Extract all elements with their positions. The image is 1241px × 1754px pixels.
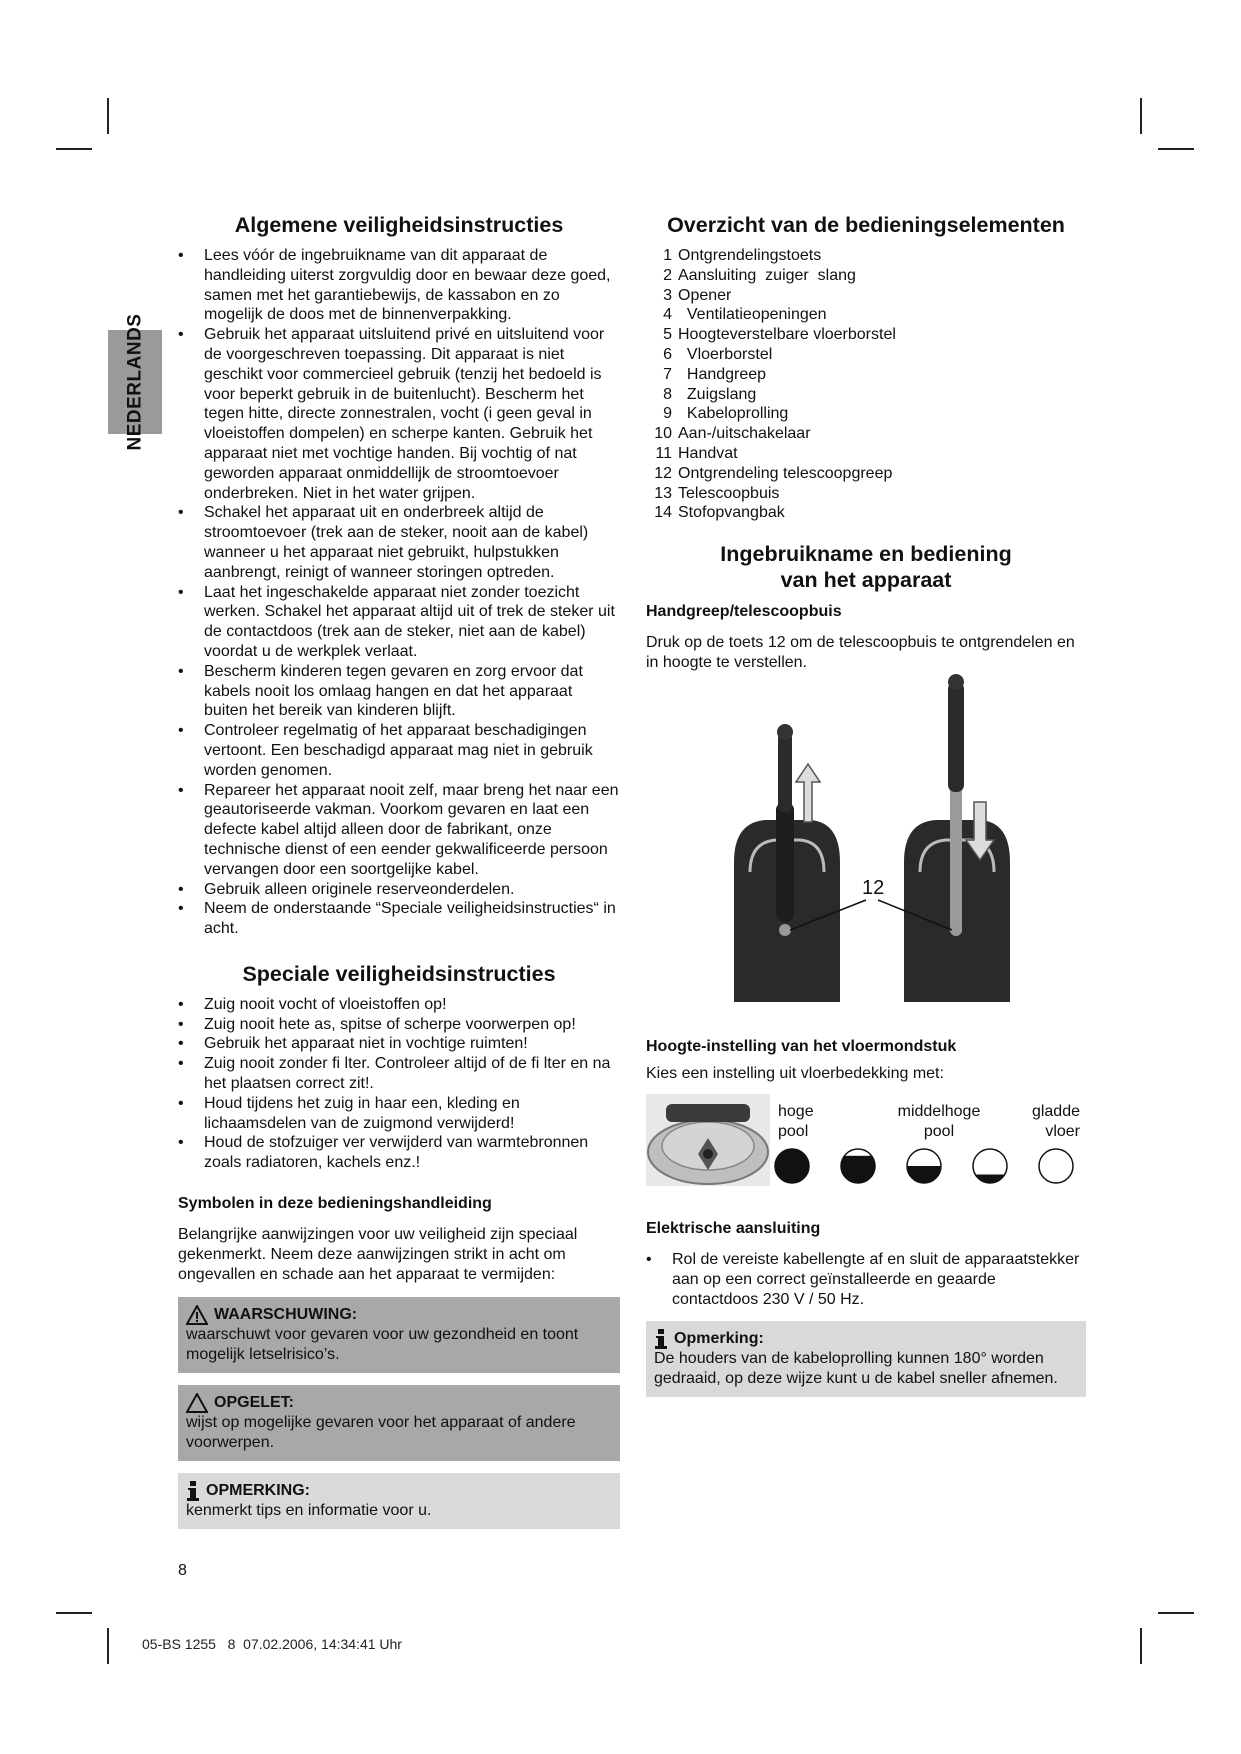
- print-meta: 05-BS 1255 8 07.02.2006, 14:34:41 Uhr: [142, 1636, 402, 1652]
- list-item: • Controleer regelmatig of het apparaat beschadigingen vertoont. Een beschadigd apparaat mag niet in gebruik worden genomen.: [178, 721, 620, 780]
- special-safety-heading: Speciale veiligheidsinstructies: [242, 961, 556, 986]
- caution-triangle-icon: [186, 1393, 208, 1413]
- list-item: • Schakel het apparaat uit en onderbreek altijd de stroomtoevoer (trek aan de steker, nooit aan de kabel) wanneer u het apparaat niet gebruikt, hulpstukken aanbrengt, reinigt of wanneer storingen optreden.: [178, 503, 620, 582]
- general-safety-list: [178, 246, 620, 939]
- usage-heading-line2: van het apparaat: [780, 568, 952, 593]
- list-item: 5 Hoogteverstelbare vloerborstel: [663, 326, 896, 344]
- note-box: [178, 1473, 620, 1529]
- level-fill-3: [907, 1166, 941, 1183]
- floor-nozzle-image: [646, 1094, 770, 1186]
- crop-mark: [56, 1612, 92, 1614]
- crop-mark: [1158, 1612, 1194, 1614]
- right-column: [646, 212, 1086, 673]
- handle-text: Druk op de toets 12 om de telescoopbuis te ontgrendelen en in hoogte te verstellen.: [646, 634, 1075, 672]
- page-number: 8: [178, 1562, 187, 1579]
- symbols-intro: Belangrijke aanwijzingen voor uw veiligheid zijn speciaal gekenmerkt. Neem deze aanwijzingen strikt in acht om ongevallen en schade aan het apparaat te vermijden:: [178, 1226, 578, 1284]
- list-item: • Gebruik alleen originele reserveonderdelen.: [178, 880, 620, 900]
- list-item: • Zuig nooit vocht of vloeistoffen op!: [178, 995, 620, 1015]
- crop-mark: [107, 1628, 109, 1664]
- special-safety-list: [178, 995, 620, 1173]
- warning-triangle-icon: [186, 1305, 208, 1325]
- list-item: 14 Stofopvangbak: [654, 504, 785, 522]
- level-circle-5: [1039, 1149, 1073, 1183]
- electric-heading: Elektrische aansluiting: [646, 1220, 821, 1237]
- list-item: 2 Aansluiting zuiger slang: [663, 266, 856, 284]
- caution-title: OPGELET:: [214, 1394, 295, 1412]
- list-item: 4 Ventilatieopeningen: [663, 306, 827, 324]
- list-item: • Houd de stofzuiger ver verwijderd van warmtebronnen zoals radiatoren, kachels enz.!: [178, 1133, 620, 1173]
- left-column: [178, 212, 620, 1529]
- warning-title: WAARSCHUWING:: [214, 1306, 358, 1324]
- note-text: kenmerkt tips en informatie voor u.: [186, 1502, 432, 1520]
- list-item: 11 Handvat: [655, 444, 738, 462]
- list-item: 13 Telescoopbuis: [654, 484, 780, 502]
- list-item: 8 Zuigslang: [663, 385, 757, 403]
- caution-box: [178, 1385, 620, 1461]
- overview-list: [646, 246, 1086, 523]
- list-item: 12 Ontgrendeling telescoopgreep: [654, 464, 893, 482]
- list-item: • Zuig nooit zonder fi lter. Controleer altijd of de fi lter en na het plaatsen correct zit!.: [178, 1054, 620, 1094]
- overview-heading: Overzicht van de bedieningselementen: [667, 213, 1065, 237]
- info-icon: [186, 1481, 200, 1501]
- list-item: 6 Vloerborstel: [663, 345, 773, 363]
- crop-mark: [56, 148, 92, 150]
- language-tab-label: NEDERLANDS: [124, 313, 146, 451]
- list-item: • Bescherm kinderen tegen gevaren en zorg ervoor dat kabels nooit los omlaag hangen en dat het apparaat buiten het bereik van kinderen blijft.: [178, 662, 620, 721]
- caution-text: wijst op mogelijke gevaren voor het apparaat of andere voorwerpen.: [186, 1414, 576, 1452]
- list-item: 1 Ontgrendelingstoets: [663, 247, 822, 264]
- floor-label-smooth: gladde vloer: [1031, 1103, 1080, 1140]
- symbols-heading: Symbolen in deze bedieningshandleiding: [178, 1195, 492, 1213]
- opmerking-title: Opmerking:: [674, 1330, 764, 1348]
- list-item: • Zuig nooit hete as, spitse of scherpe voorwerpen op!: [178, 1015, 620, 1035]
- list-item: • Gebruik het apparaat uitsluitend privé en uitsluitend voor de voorgeschreven toepassing. Dit apparaat is niet geschikt voor commercieel gebruik (tenzij het bedoeld is voor beperkt gebruik in de buitenlucht). Bescherm het tegen hitte, directe zonnestralen, vocht (i geen geval in vloeistoffen dompelen) en scherpe kanten. Gebruik het apparaat niet met vochtige handen. Bij vochtig of nat geworden apparaat onmiddellijk de stroomtoevoer onderbreken. Niet in het water grijpen.: [178, 325, 620, 503]
- list-item: • Repareer het apparaat nooit zelf, maar breng het naar een geautoriseerde vakman. Voorkom gevaren en laat een defecte kabel altijd alleen door de fabrikant, onze technische dienst of een eender gekwalificeerde persoon vervangen door een soortgelijke kabel.: [178, 781, 620, 880]
- info-icon: [654, 1329, 668, 1349]
- electric-section: [646, 1220, 1086, 1397]
- warning-box: [178, 1297, 620, 1373]
- list-item: • Laat het ingeschakelde apparaat niet zonder toezicht werken. Schakel het apparaat altijd uit of trek de steker uit de contactdoos (trek aan de steker, niet aan de kabel) voordat u de werkplek verlaat.: [178, 583, 620, 662]
- list-item: • Houd tijdens het zuig in haar een, kleding en lichaamsdelen van de zuigmond verwijderd!: [178, 1094, 620, 1134]
- list-item: 3 Opener: [663, 286, 732, 304]
- handle-heading: Handgreep/telescoopbuis: [646, 603, 842, 621]
- electric-list: [646, 1250, 1086, 1309]
- list-item: • Lees vóór de ingebruikname van dit apparaat de handleiding uiterst zorgvuldig door en bewaar deze goed, samen met het garantiebewijs, de kassabon en zo mogelijk de doos met de binnenverpakking.: [178, 246, 620, 325]
- list-item: 10 Aan-/uitschakelaar: [654, 425, 811, 443]
- crop-mark: [1158, 148, 1194, 150]
- height-intro: Kies een instelling uit vloerbedekking met:: [646, 1065, 944, 1082]
- crop-mark: [1140, 98, 1142, 134]
- crop-mark: [107, 98, 109, 134]
- usage-heading: [646, 541, 1086, 593]
- list-item: • Gebruik het apparaat niet in vochtige ruimten!: [178, 1034, 620, 1054]
- height-section: [646, 1038, 1086, 1084]
- crop-mark: [1140, 1628, 1142, 1664]
- opmerking-text: De houders van de kabeloprolling kunnen 180° worden gedraaid, op deze wijze kunt u de kabel sneller afnemen.: [654, 1350, 1058, 1388]
- language-tab: [108, 313, 162, 451]
- warning-text: waarschuwt voor gevaren voor uw gezondheid en toont mogelijk letselrisico’s.: [186, 1326, 579, 1364]
- floor-label-high: hoge pool: [778, 1103, 814, 1140]
- general-safety-heading: Algemene veiligheidsinstructies: [234, 213, 564, 237]
- note-title: OPMERKING:: [206, 1482, 310, 1500]
- floor-label-medium: middelhoge pool: [897, 1103, 981, 1140]
- telescope-figure: [720, 672, 1020, 1008]
- opmerking-box: [646, 1321, 1086, 1397]
- height-heading: Hoogte-instelling van het vloermondstuk: [646, 1038, 957, 1055]
- figure-callout-label: 12: [862, 877, 885, 899]
- list-item: 7 Handgreep: [663, 365, 767, 383]
- list-item: • Rol de vereiste kabellengte af en sluit de apparaatstekker aan op een correct geïnstalleerde en geaarde contactdoos 230 V / 50 Hz.: [646, 1250, 1086, 1309]
- list-item: • Neem de onderstaande “Speciale veiligheidsinstructies“ in acht.: [178, 899, 620, 939]
- height-level-indicators: [772, 1146, 1088, 1186]
- usage-heading-line1: Ingebruikname en bediening: [720, 542, 1012, 567]
- list-item: 9 Kabeloprolling: [663, 405, 789, 423]
